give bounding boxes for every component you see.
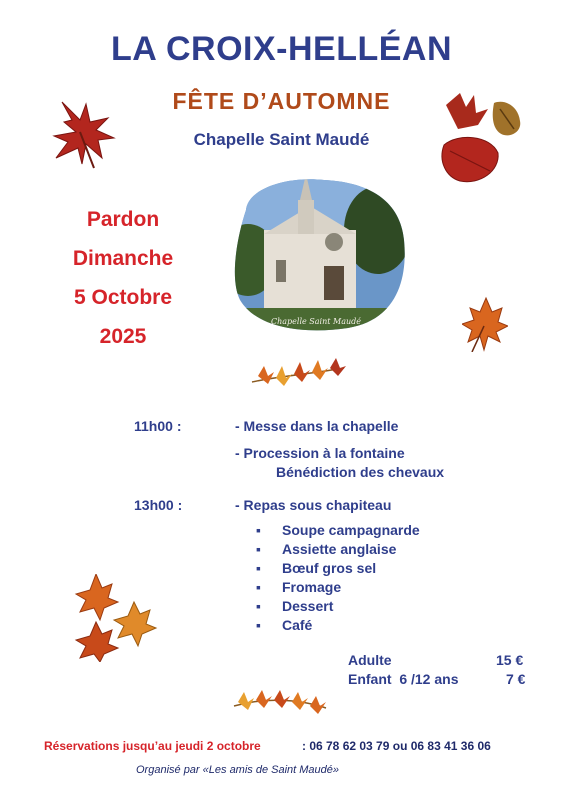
autumn-leaves-garland-icon — [232, 688, 328, 720]
schedule-time-1: 11h00 : — [134, 418, 182, 434]
organiser-name: «Les amis de Saint Maudé» — [202, 764, 340, 776]
price-child-value: 7 € — [506, 671, 526, 687]
schedule-item-procession: - Procession à la fontaine — [235, 445, 405, 461]
list-item: ▪ Soupe campagnarde — [256, 522, 420, 538]
page-title: LA CROIX-HELLÉAN — [110, 30, 453, 68]
chapel-photo — [228, 170, 408, 335]
list-item: ▪ Café — [256, 617, 313, 633]
schedule-time-2: 13h00 : — [134, 497, 183, 513]
reservations-label: Réservations jusqu’au jeudi 2 octobre — [44, 739, 261, 753]
photo-caption: Chapelle Saint Maudé — [271, 317, 361, 326]
schedule-item-blessing: Bénédiction des chevaux — [276, 464, 445, 480]
pardon-date: 5 Octobre — [73, 286, 173, 309]
list-item: ▪ Dessert — [256, 598, 334, 614]
chapel-name: Chapelle Saint Maudé — [193, 130, 370, 149]
maple-leaf-icon — [74, 574, 158, 662]
organiser-prefix: Organisé par — [136, 764, 200, 776]
list-item: ▪ Bœuf gros sel — [256, 560, 377, 576]
schedule-item-meal: - Repas sous chapiteau — [235, 497, 392, 513]
maple-leaf-icon — [438, 85, 534, 195]
reservations-phones: : 06 78 62 03 79 ou 06 83 41 36 06 — [302, 739, 491, 753]
price-adult-value: 15 € — [496, 652, 524, 668]
schedule-item-mass: - Messe dans la chapelle — [235, 418, 399, 434]
autumn-leaves-garland-icon — [250, 356, 346, 390]
list-item: ▪ Assiette anglaise — [256, 541, 397, 557]
event-subtitle: FÊTE D’AUTOMNE — [172, 88, 391, 114]
pardon-day: Dimanche — [72, 247, 174, 270]
price-child-label: Enfant 6 /12 ans — [348, 671, 459, 687]
maple-leaf-icon — [462, 296, 508, 352]
pardon-year: 2025 — [99, 325, 147, 348]
maple-leaf-icon — [42, 92, 122, 172]
pardon-block — [38, 200, 208, 356]
organiser-line — [136, 764, 339, 776]
price-adult-label: Adulte — [348, 652, 392, 668]
menu-list — [256, 522, 420, 636]
pardon-label: Pardon — [86, 208, 160, 231]
list-item: ▪ Fromage — [256, 579, 342, 595]
